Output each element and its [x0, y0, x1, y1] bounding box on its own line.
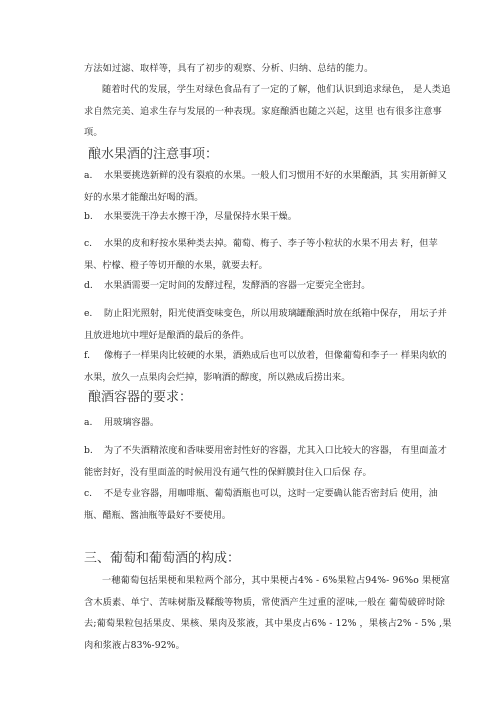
item-label: c.: [84, 238, 93, 249]
item-text: 用玻璃容器。: [104, 417, 160, 428]
item-text: 水果酒需要一定时间的发酵过程，发酵酒的容器一定要完全密封。: [104, 280, 371, 291]
item-label: b.: [84, 211, 93, 222]
section-fruit-heading: 酿水果酒的注意事项：: [88, 147, 219, 162]
item-label: f.: [84, 350, 90, 361]
item-text: 水果要挑选新鲜的没有裂痕的水果。一般人们习惯用不好的水果酿酒，其 实用新鲜又好的水果才能酿出好喝的酒。: [84, 170, 447, 203]
intro-paragraph: 随着时代的发展，学生对绿色食品有了一定的了解，他们认识到追求绿色， 是人类追求自然完美、追求生存与发展的一种表现。家庭酿酒也随之兴起，这里 也有很多注意事项。: [84, 84, 451, 138]
item-text: 防止阳光照射，阳光使酒变味变色，所以用玻璃罐酿酒时放在纸箱中保存， 用坛子并且放进地坑中埋好是酿酒的最后的条件。: [84, 308, 447, 341]
item-label: d.: [84, 280, 93, 291]
section-container-heading: 酿酒容器的要求：: [88, 390, 193, 405]
container-item-a: [84, 412, 456, 434]
container-item-c: [84, 483, 456, 526]
fruit-item-b: [84, 206, 456, 228]
intro-line-top: 方法如过滤、取样等，具有了初步的观察、分析、归纳、总结的能力。: [84, 63, 374, 74]
item-label: a.: [84, 417, 93, 428]
fruit-item-e: [84, 303, 456, 346]
fruit-item-c: [84, 233, 456, 276]
fruit-item-f: [84, 345, 456, 388]
item-label: a.: [84, 170, 93, 181]
item-label: e.: [84, 308, 93, 319]
item-label: b.: [84, 445, 93, 456]
container-item-b: [84, 440, 456, 483]
fruit-item-a: [84, 165, 456, 208]
item-text: 水果要洗干净去水擦干净，尽量保持水果干燥。: [104, 211, 297, 222]
item-label: c.: [84, 488, 93, 499]
item-text: 不是专业容器，用咖啡瓶、葡萄酒瓶也可以，这时一定要确认能否密封后 使用，油瓶、醋瓶、酱油瓶等最好不要使用。: [84, 488, 438, 521]
section-three-paragraph: 一穗葡萄包括果梗和果粒两个部分，其中果梗占4% - 6%果粒占94%- 96%o 果梗富含木质素、单宁、苦味树脂及鞣酸等物质，常使酒产生过重的涩味,一般在 葡萄破碎时除去;葡萄果粒包括果皮、果核、果肉及浆液，其中果皮占6% - 12% ，果核占2% - 5% ,果肉和浆液占83%-92%。: [84, 575, 452, 651]
item-text: 水果的皮和籽按水果种类去掉。葡萄、梅子、李子等小粒状的水果不用去 籽，但苹果、柠檬、橙子等切开酿的水果，就要去籽。: [84, 238, 438, 271]
fruit-item-d: [84, 275, 456, 297]
section-three-heading: 三、葡萄和葡萄酒的构成：: [84, 551, 241, 566]
item-text: 为了不失酒精浓度和香味要用密封性好的容器，尤其入口比较大的容器， 有里面盖才能密封好，没有里面盖的时候用没有通气性的保鲜膜封住入口后保 存。: [84, 445, 447, 478]
item-text: 像梅子一样果肉比较硬的水果，酒熟成后也可以放着，但像葡萄和李子一 样果肉软的水果，放久一点果肉会烂掉，影响酒的醇度，所以熟成后捞出来。: [84, 350, 447, 383]
